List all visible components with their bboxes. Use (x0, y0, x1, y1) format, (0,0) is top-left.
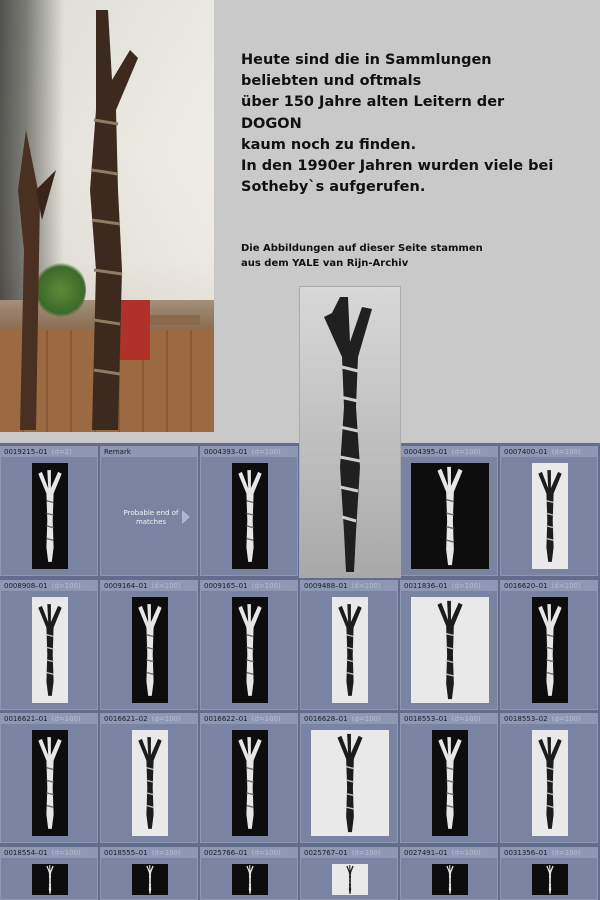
cell-id: 0008908–01 (4, 582, 48, 590)
cell-distance: (d=100) (151, 582, 181, 590)
archive-cell[interactable] (300, 713, 398, 843)
archive-cell[interactable] (200, 847, 298, 900)
cell-id-label (401, 714, 497, 724)
archive-cell[interactable] (100, 580, 198, 710)
cell-id-label (1, 714, 97, 724)
cell-id-label (201, 581, 297, 591)
ladder-figure-small (6, 130, 56, 430)
cell-id-label (101, 714, 197, 724)
archive-cell[interactable] (300, 847, 398, 900)
cell-id-label (101, 848, 197, 858)
ladder-thumbnail (132, 597, 168, 703)
cell-id-label (301, 848, 397, 858)
cell-id: 0016621–02 (104, 715, 148, 723)
ladder-thumbnail (532, 463, 568, 569)
cell-id-label (501, 581, 597, 591)
ladder-thumbnail (532, 864, 568, 895)
archive-cell[interactable] (400, 713, 498, 843)
cell-id-label (501, 714, 597, 724)
image-credit (241, 241, 581, 271)
cell-id: 0004393–01 (204, 448, 248, 456)
cell-id-label (1, 447, 97, 457)
cell-distance: (d=100) (251, 582, 281, 590)
cell-id: 0009165–01 (204, 582, 248, 590)
cell-distance: (d=100) (51, 582, 81, 590)
cell-id-label (201, 714, 297, 724)
cell-id: 0007400–01 (504, 448, 548, 456)
archive-cell[interactable] (400, 580, 498, 710)
cell-distance: (d=100) (451, 849, 481, 857)
cell-id-label (501, 447, 597, 457)
cell-id: Remark (104, 448, 131, 456)
headline-line: beliebten und oftmals (241, 73, 422, 90)
cell-distance: (d=100) (151, 849, 181, 857)
archive-cell[interactable] (100, 713, 198, 843)
cell-distance: (d=100) (151, 715, 181, 723)
cell-id: 0031356–01 (504, 849, 548, 857)
cell-id: 0027491–01 (404, 849, 448, 857)
cell-distance: (d=100) (351, 715, 381, 723)
remark-text: Probable end of matches (123, 509, 179, 526)
cell-distance: (d=100) (551, 849, 581, 857)
cell-distance: (d=100) (351, 582, 381, 590)
cell-id-label (1, 581, 97, 591)
cell-distance: (d=100) (551, 448, 581, 456)
cell-id: 0018555–01 (104, 849, 148, 857)
cell-id: 0009164–01 (104, 582, 148, 590)
cell-id: 0018554–01 (4, 849, 48, 857)
cell-distance: (d=100) (551, 582, 581, 590)
ladder-thumbnail (532, 597, 568, 703)
cell-distance: (d=100) (251, 448, 281, 456)
archive-cell[interactable] (100, 847, 198, 900)
cell-id: 0018553–01 (404, 715, 448, 723)
cell-id: 0016622–01 (204, 715, 248, 723)
archive-cell[interactable] (500, 713, 598, 843)
cell-id: 0025766–01 (204, 849, 248, 857)
ladder-thumbnail (432, 864, 468, 895)
archive-cell[interactable] (400, 446, 498, 576)
cell-id-label (401, 581, 497, 591)
cell-distance: (d=100) (51, 849, 81, 857)
headline-line: In den 1990er Jahren wurden viele bei (241, 158, 554, 175)
arrow-right-icon (181, 509, 191, 525)
headline-line: DOGON (241, 115, 302, 132)
cell-id-label (301, 581, 397, 591)
ladder-thumbnail (411, 463, 489, 569)
headline-line: Sotheby`s aufgerufen. (241, 179, 426, 196)
cell-id-label (401, 848, 497, 858)
archive-cell[interactable] (500, 580, 598, 710)
cell-id-label (101, 447, 197, 457)
ladder-thumbnail (32, 463, 68, 569)
cell-id-label (501, 848, 597, 858)
cell-distance: (d=100) (251, 849, 281, 857)
cell-id: 0004395–01 (404, 448, 448, 456)
cell-distance: (d=100) (551, 715, 581, 723)
featured-ladder-image[interactable] (300, 287, 400, 577)
cell-id-label (401, 447, 497, 457)
ladder-thumbnail (311, 730, 389, 836)
ladder-thumbnail (232, 463, 268, 569)
headline-line: über 150 Jahre alten Leitern der (241, 94, 505, 111)
cell-id-label (101, 581, 197, 591)
cell-id: 0016621–01 (4, 715, 48, 723)
cell-id: 0016620–01 (504, 582, 548, 590)
archive-cell[interactable] (0, 580, 98, 710)
ladder-thumbnail (132, 730, 168, 836)
cell-distance: (d=100) (451, 448, 481, 456)
cell-id: 0018553–02 (504, 715, 548, 723)
cell-distance: (d=100) (251, 715, 281, 723)
cell-id-label (201, 447, 297, 457)
cell-distance: (d=100) (451, 582, 481, 590)
ladder-thumbnail (332, 864, 368, 895)
ladder-thumbnail (32, 864, 68, 895)
ladder-figure-large (78, 10, 138, 430)
remark-cell[interactable] (100, 446, 198, 576)
archive-cell[interactable] (200, 580, 298, 710)
cell-id: 0025767–01 (304, 849, 348, 857)
archive-cell[interactable] (0, 446, 98, 576)
archive-cell[interactable] (500, 847, 598, 900)
cell-id-label (1, 848, 97, 858)
ladder-thumbnail (132, 864, 168, 895)
cell-distance: (d=100) (351, 849, 381, 857)
ladder-thumbnail (432, 730, 468, 836)
cell-id: 0016628–01 (304, 715, 348, 723)
ladder-thumbnail (232, 864, 268, 895)
ladder-thumbnail (232, 597, 268, 703)
archive-cell[interactable] (0, 847, 98, 900)
interior-photo (0, 0, 214, 432)
archive-cell[interactable] (300, 580, 398, 710)
ladder-thumbnail (32, 597, 68, 703)
archive-cell[interactable] (400, 847, 498, 900)
credit-line: Die Abbildungen auf dieser Seite stammen (241, 243, 483, 254)
headline-line: Heute sind die in Sammlungen (241, 52, 492, 68)
headline-line: kaum noch zu finden. (241, 136, 417, 153)
cell-id-label (201, 848, 297, 858)
featured-ladder-figure (300, 287, 400, 577)
cell-id-label (301, 714, 397, 724)
headline-text (241, 50, 591, 198)
ladder-thumbnail (32, 730, 68, 836)
ladder-thumbnail (332, 597, 368, 703)
cell-id: 0009488–01 (304, 582, 348, 590)
credit-line: aus dem YALE van Rijn-Archiv (241, 258, 409, 269)
cell-distance: (d=100) (51, 715, 81, 723)
ladder-thumbnail (411, 597, 489, 703)
ladder-thumbnail (532, 730, 568, 836)
ladder-thumbnail (232, 730, 268, 836)
archive-cell[interactable] (500, 446, 598, 576)
archive-cell[interactable] (200, 446, 298, 576)
cell-id: 0019215–01 (4, 448, 48, 456)
cell-distance: (d=2) (51, 448, 72, 456)
archive-cell[interactable] (0, 713, 98, 843)
cell-id: 0011836–01 (404, 582, 448, 590)
archive-cell[interactable] (200, 713, 298, 843)
cell-distance: (d=100) (451, 715, 481, 723)
